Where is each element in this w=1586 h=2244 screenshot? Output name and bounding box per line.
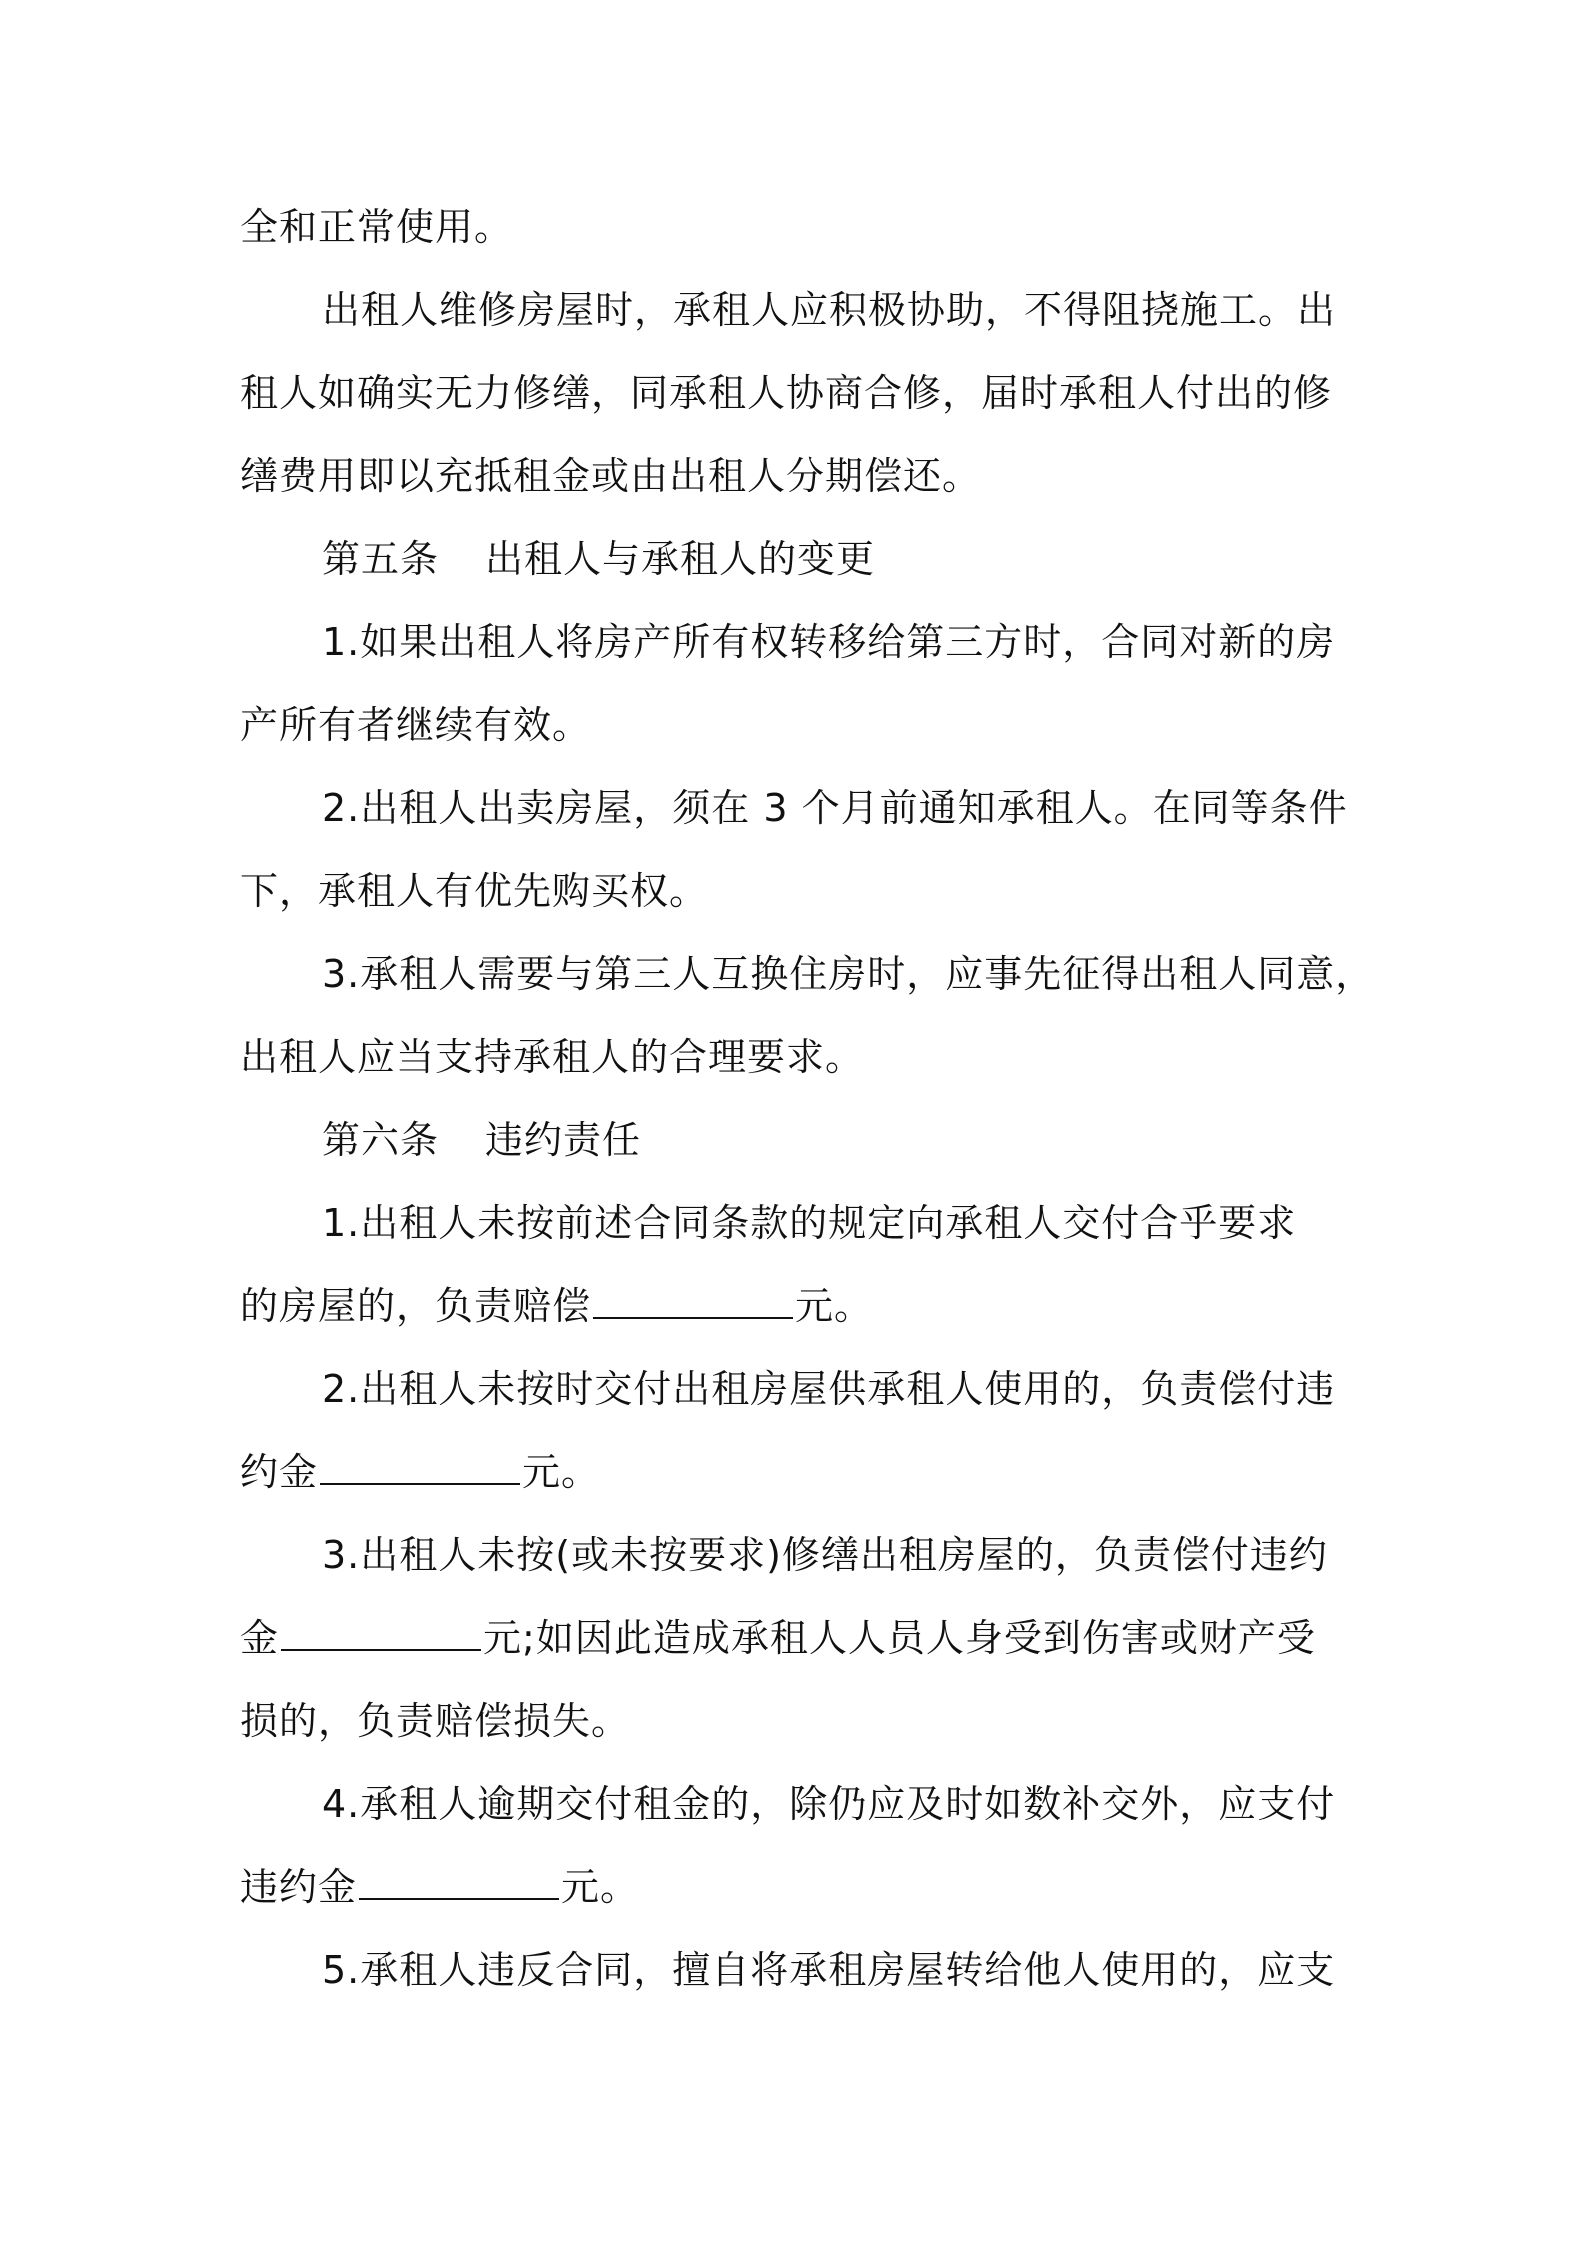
- text-line-with-blank: [240, 1447, 600, 1497]
- text-line: 产所有者继续有效。: [240, 703, 592, 747]
- section-title: 违约责任: [485, 1118, 642, 1162]
- section-title: 出租人与承租人的变更: [485, 537, 876, 581]
- text-line: 1.出租人未按前述合同条款的规定向承租人交付合乎要求: [322, 1201, 1297, 1245]
- text-fragment: 元。: [561, 1865, 640, 1909]
- text-line: 租人如确实无力修缮，同承租人协商合修，届时承租人付出的修: [240, 371, 1333, 415]
- fill-in-blank: [593, 1283, 793, 1319]
- fill-in-blank: [281, 1615, 481, 1651]
- text-line: 3.承租人需要与第三人互换住房时，应事先征得出租人同意，: [322, 952, 1375, 996]
- text-line: 1.如果出租人将房产所有权转移给第三方时，合同对新的房: [322, 620, 1336, 664]
- text-fragment: 元。: [795, 1284, 874, 1328]
- text-line: 3.出租人未按(或未按要求)修缮出租房屋的，负责偿付违约: [322, 1533, 1328, 1577]
- fill-in-blank: [320, 1449, 520, 1485]
- section-number: 第五条: [322, 537, 440, 581]
- text-line: 出租人应当支持承租人的合理要求。: [240, 1035, 865, 1079]
- section-heading-6: [322, 1115, 641, 1165]
- text-fragment: 的房屋的，负责赔偿: [240, 1284, 592, 1328]
- text-line-with-blank: [240, 1281, 873, 1331]
- text-fragment: 约金: [240, 1450, 319, 1494]
- text-line: 下，承租人有优先购买权。: [240, 869, 709, 913]
- text-line: 缮费用即以充抵租金或由出租人分期偿还。: [240, 454, 982, 498]
- text-line: 出租人维修房屋时，承租人应积极协助，不得阻挠施工。出: [322, 288, 1337, 332]
- text-line: 2.出租人未按时交付出租房屋供承租人使用的，负责偿付违: [322, 1367, 1336, 1411]
- text-line: 损的，负责赔偿损失。: [240, 1699, 631, 1743]
- text-line-with-blank: [240, 1862, 639, 1912]
- text-fragment: 金: [240, 1616, 280, 1660]
- fill-in-blank: [359, 1864, 559, 1900]
- text-line: 2.出租人出卖房屋，须在 3 个月前通知承租人。在同等条件: [322, 786, 1348, 830]
- section-heading-5: [322, 534, 875, 584]
- text-fragment: 元;如因此造成承租人人员人身受到伤害或财产受: [483, 1616, 1316, 1660]
- text-line-with-blank: [240, 1613, 1316, 1663]
- text-line: 5.承租人违反合同，擅自将承租房屋转给他人使用的，应支: [322, 1948, 1336, 1992]
- text-fragment: 违约金: [240, 1865, 358, 1909]
- text-fragment: 元。: [522, 1450, 601, 1494]
- text-line: 4.承租人逾期交付租金的，除仍应及时如数补交外，应支付: [322, 1782, 1336, 1826]
- section-number: 第六条: [322, 1118, 440, 1162]
- text-line: 全和正常使用。: [240, 205, 514, 249]
